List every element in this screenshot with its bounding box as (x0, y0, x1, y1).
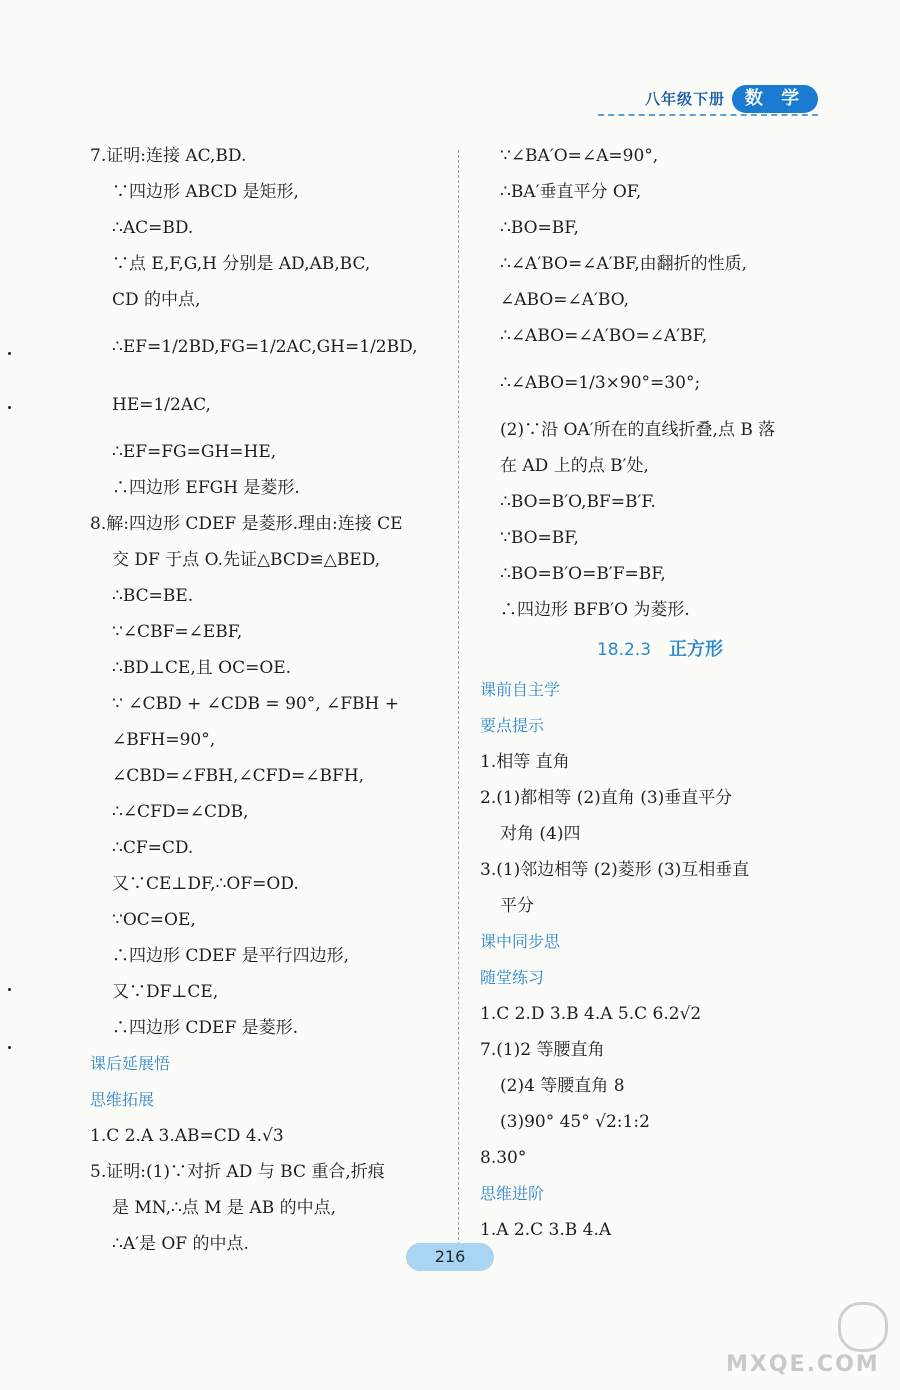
answer-line: ∠CBD=∠FBH,∠CFD=∠BFH, (112, 766, 365, 786)
answer-line: ∴AC=BD. (112, 218, 194, 238)
answer-line: ∴BC=BE. (112, 586, 194, 606)
answer-line: ∵BO=BF, (500, 528, 579, 548)
answer-line: (2)∵沿 OA′所在的直线折叠,点 B 落 (500, 420, 776, 440)
answer-line: 3.(1)邻边相等 (2)菱形 (3)互相垂直 (480, 860, 750, 880)
answer-line: 在 AD 上的点 B′处, (500, 456, 649, 476)
answer-line: 2.(1)都相等 (2)直角 (3)垂直平分 (480, 788, 733, 808)
right-column (480, 138, 840, 1248)
watermark (722, 1300, 892, 1380)
answer-line: ∴BO=B′O,BF=B′F. (500, 492, 656, 512)
answer-line: ∵∠CBF=∠EBF, (112, 622, 243, 642)
watermark-text: MXQE.COM (726, 1352, 880, 1377)
answer-line: 对角 (4)四 (500, 824, 581, 844)
page-number: 216 (406, 1243, 494, 1271)
section-heading: 随堂练习 (480, 968, 545, 987)
answer-line: ∴∠ABO=∠A′BO=∠A′BF, (500, 326, 708, 346)
answer-line: 1.C 2.A 3.AB=CD 4.√3 (90, 1126, 284, 1146)
scan-dot (8, 1046, 11, 1049)
subject-badge: 数 学 (732, 85, 818, 113)
answer-line: ∴四边形 CDEF 是菱形. (112, 1018, 299, 1038)
watermark-seal-icon (838, 1302, 888, 1352)
answer-line: ∵OC=OE, (112, 910, 196, 930)
answer-line: 7.(1)2 等腰直角 (480, 1040, 605, 1060)
answer-line: 又∵CE⊥DF,∴OF=OD. (112, 874, 299, 894)
answer-line: ∴BO=B′O=B′F=BF, (500, 564, 666, 584)
answer-line: (2)4 等腰直角 8 (500, 1076, 625, 1096)
section-heading: 课前自主学 (480, 680, 561, 699)
lesson-title: 18.2.3 正方形 (596, 639, 724, 660)
answer-line: CD 的中点, (112, 290, 201, 310)
answer-line: (3)90° 45° √2:1:2 (500, 1112, 650, 1132)
section-heading: 要点提示 (480, 716, 545, 735)
answer-line: ∴EF=1/2BD,FG=1/2AC,GH=1/2BD, (112, 337, 418, 357)
answer-line: ∴四边形 BFB′O 为菱形. (500, 600, 690, 620)
section-heading: 思维进阶 (480, 1184, 545, 1203)
answer-line: 7.证明:连接 AC,BD. (90, 146, 247, 166)
answer-line: ∴∠A′BO=∠A′BF,由翻折的性质, (500, 254, 748, 274)
answer-line: 平分 (500, 896, 534, 916)
answer-line: 交 DF 于点 O.先证△BCD≌△BED, (112, 550, 381, 570)
header-divider (598, 114, 818, 116)
answer-line: ∴BA′垂直平分 OF, (500, 182, 642, 202)
answer-line: HE=1/2AC, (112, 395, 211, 415)
grade-label: 八年级下册 (644, 90, 725, 108)
answer-line: 又∵DF⊥CE, (112, 982, 219, 1002)
answer-line: ∴A′是 OF 的中点. (112, 1234, 249, 1254)
answer-line: 是 MN,∴点 M 是 AB 的中点, (112, 1198, 337, 1218)
lesson-title-text: 正方形 (669, 639, 724, 660)
answer-line: 8.解:四边形 CDEF 是菱形.理由:连接 CE (90, 514, 403, 534)
scan-dot (8, 352, 11, 355)
scan-dot (8, 988, 11, 991)
answer-line: ∠BFH=90°, (112, 730, 216, 750)
answer-line: ∴四边形 CDEF 是平行四边形, (112, 946, 350, 966)
answer-line: ∵点 E,F,G,H 分别是 AD,AB,BC, (112, 254, 371, 274)
column-divider (458, 150, 459, 1260)
section-heading: 思维拓展 (90, 1090, 155, 1109)
section-heading: 课中同步思 (480, 932, 561, 951)
answer-line: ∴∠ABO=1/3×90°=30°; (500, 373, 701, 393)
answer-line: ∴CF=CD. (112, 838, 194, 858)
answer-line: ∴BO=BF, (500, 218, 579, 238)
answer-line: ∵四边形 ABCD 是矩形, (112, 182, 299, 202)
left-column (90, 138, 450, 1262)
page-header (0, 0, 900, 140)
answer-line: 5.证明:(1)∵对折 AD 与 BC 重合,折痕 (90, 1162, 385, 1182)
answer-line: ∵∠BA′O=∠A=90°, (500, 146, 659, 166)
answer-line: 1.C 2.D 3.B 4.A 5.C 6.2√2 (480, 1004, 702, 1024)
answer-line: ∠ABO=∠A′BO, (500, 290, 630, 310)
answer-line: 8.30° (480, 1148, 527, 1168)
answer-line: ∴BD⊥CE,且 OC=OE. (112, 658, 292, 678)
answer-line: ∵ ∠CBD + ∠CDB = 90°, ∠FBH + (112, 694, 400, 714)
answer-line: ∴EF=FG=GH=HE, (112, 442, 277, 462)
answer-line: ∴四边形 EFGH 是菱形. (112, 478, 300, 498)
answer-line: 1.相等 直角 (480, 752, 570, 772)
section-heading: 课后延展悟 (90, 1054, 171, 1073)
scan-dot (8, 406, 11, 409)
answer-line: ∴∠CFD=∠CDB, (112, 802, 249, 822)
answer-line: 1.A 2.C 3.B 4.A (480, 1220, 612, 1240)
